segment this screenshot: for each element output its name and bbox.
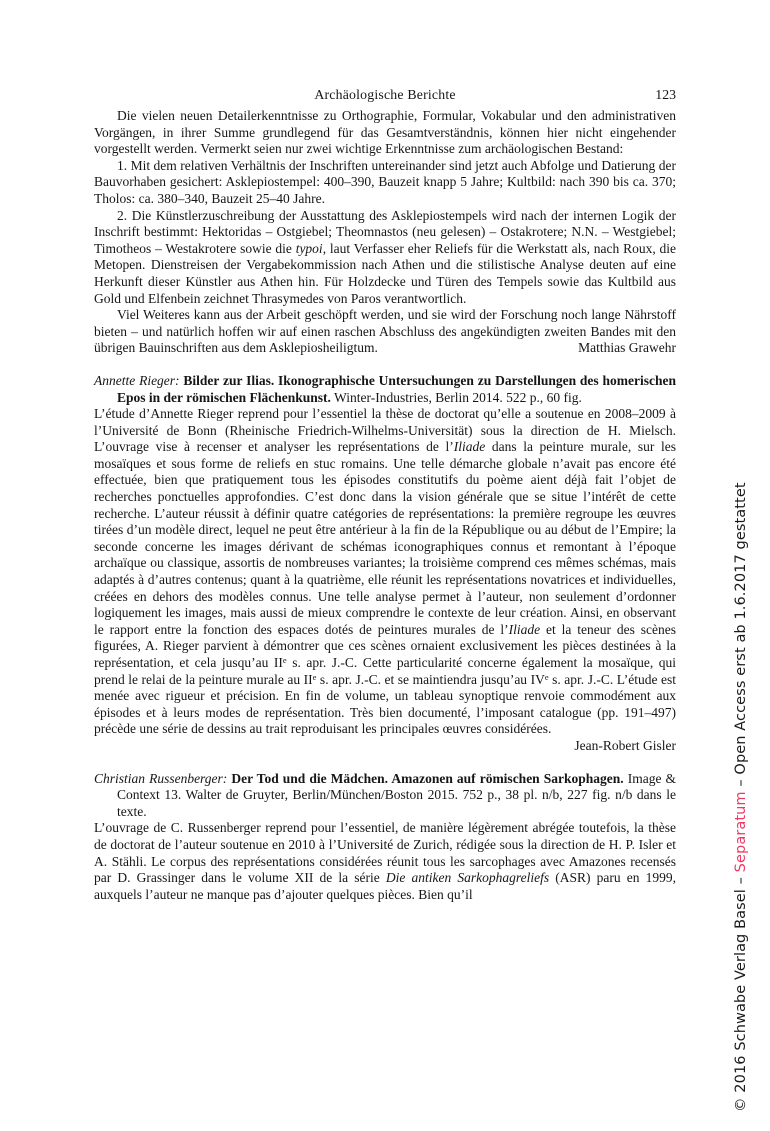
text-segment: s. apr. J.-C. L’étude est menée avec rigueur et précision. En fin de volume, un tableau synoptique renvoie commodément aux épisodes et à leurs modes de représentation. Très bien documenté, l’imposant catalogue (pp. 191–497) précède une série de dessins au trait reproduisant les principales œuvres considérées. [94, 671, 677, 737]
text-segment: L’étude d’Annette Rieger reprend pour l’essentiel la thèse de doctorat qu’elle a soutenue en 2008–2009 à l’Université de Bonn (Rheinische Friedrich-Wilhelms-Universität) sous la direction de H. Mielsch. L’ouvrage vise à recenser et analyser les représentations de l’ [94, 406, 676, 455]
italic-term-typoi: typoi [295, 240, 323, 256]
text-segment: Viel Weiteres kann aus der Arbeit geschöpft werden, und sie wird der Forschung noch lange Nährstoff bieten – und natürlich hoffen wir auf einen raschen Abschluss des angekündigten zweiten Bandes mit den übrigen Bauinschriften aus dem Asklepiosheiligtum. [94, 307, 676, 356]
superscript-e: e [282, 655, 287, 665]
text-segment: , laut Verfasser eher Reliefs für die Werkstatt als, nach Roux, die Metopen. Dienstreisen der Vergabekommission nach Athen und die stilistische Analyse deuten auf eine Herkunft dieser Künstler aus Athen hin. Für Holzdecke und Türen des Tempels sowie das Kultbild aus Gold und Elfenbein zeichnet Thrasymedes von Paros verantwortlich. [94, 240, 677, 306]
text-segment: s. apr. J.-C. et se maintiendra jusqu’au IV [316, 671, 545, 687]
paragraph-datierung: 1. Mit dem relativen Verhältnis der Inschriften untereinander sind jetzt auch Abfolge und Datierung der Bauvorhaben gesichert: Asklepiostempel: 400–390, Bauzeit knapp 5 Jahre; Kultbild: nach 390 bis ca. 370; Tholos: ca. 380–340, Bauzeit 25–40 Jahre. [94, 157, 676, 206]
separatum-text: Separatum [733, 791, 749, 873]
text-segment: 2. Die Künstlerzuschreibung der Ausstattung des Asklepiostempels wird nach der internen Logik der Inschrift bestimmt: Hektoridas – Ostgiebel; Theomnastos (neu gelesen) – Ostakrotere; N.N. – Westgiebel; Timotheos – Westakrotere sowie die [94, 207, 676, 256]
italic-term-iliade: Iliade [508, 621, 541, 637]
review-text-rieger [94, 406, 676, 738]
text-segment: (ASR) paru en 1999, auxquels l’auteur ne manque pas d’ajouter quelques pièces. Bien qu’il [94, 870, 676, 902]
review-imprint: Image & Context 13. Walter de Gruyter, Berlin/München/Boston 2015. 752 p., 38 pl. n/b, 227 fig. n/b dans le texte. [117, 770, 677, 819]
italic-term-iliade: Iliade [453, 439, 486, 455]
review-author-name: Christian Russenberger: [94, 770, 232, 786]
review-imprint: Winter-Industries, Berlin 2014. 522 p., 60 fig. [330, 389, 582, 405]
italic-term-sarkophagreliefs: Die antiken Sarkophagreliefs [385, 870, 550, 886]
review-author-name: Annette Rieger: [94, 372, 184, 388]
paragraph-detailerkenntnisse: Die vielen neuen Detailerkenntnisse zu Orthographie, Formular, Vokabular und den administrativen Vorgängen, in ihrer Summe grundlegend für das Gesamtverständnis, können hier nicht eingehender vorgestellt werden. Vermerkt seien nur zwei wichtige Erkenntnisse zum archäologischen Bestand: [94, 108, 676, 157]
running-head [94, 86, 676, 103]
open-access-text: – Open Access erst ab 1.6.2017 gestattet [733, 482, 749, 792]
main-text-column [94, 86, 676, 903]
superscript-e: e [312, 671, 317, 682]
review-book-title: Der Tod und die Mädchen. Amazonen auf römischen Sarkophagen. [231, 770, 624, 786]
text-segment: s. apr. J.-C. Cette particularité concerne également la mosaïque, qui prend le relai de la peinture murale au II [94, 655, 676, 687]
superscript-e: e [544, 671, 549, 682]
reviewer-signature-gisler: Jean-Robert Gisler [574, 737, 676, 753]
paragraph-schluss [94, 307, 676, 357]
text-segment: L’ouvrage de C. Russenberger reprend pour l’essentiel, de manière légèrement abrégée toutefois, la thèse de doctorat de l’auteur soutenue en 2010 à l’Université de Zurich, rédigée sous la direction de H. P. Isler et A. Stähli. Le corpus des représentations considérées réunit tous les sarcophages avec Amazones recensés par D. Grassinger dans le volume XII de la série [94, 820, 676, 886]
review-book-title: Bilder zur Ilias. Ikonographische Untersuchungen zu Darstellungen des homerischen Epos in der römischen Flächenkunst. [117, 372, 676, 405]
reviewer-signature-grawehr: Matthias Grawehr [578, 340, 676, 356]
article-body [94, 108, 676, 903]
review-heading-rieger [94, 373, 676, 406]
review-heading-russenberger [94, 771, 676, 821]
text-segment: et la teneur des scènes figurées, A. Rieger parvient à démontrer que ces scènes ornaient exclusivement les pièces destinées à la représentation, et cela jusqu’au II [94, 621, 676, 670]
copyright-sidebar [733, 482, 749, 1112]
review-text-russenberger [94, 820, 676, 903]
copyright-text: © 2016 Schwabe Verlag Basel – [733, 872, 749, 1112]
page-title: Archäologische Berichte [314, 87, 456, 102]
text-segment: dans la peinture murale, sur les mosaïques et sous forme de reliefs en stuc romains. Une telle démarche globale n’avait pas encore été effectuée, bien que pratiquement tous les épisodes constitutifs du poème aient déjà fait l’objet de recherches ponctuelles approfondies. C’est donc dans la vision générale que se situe l’intérêt de cette recherche. L’auteur réussit à définir quatre catégories de représentations: la première regroupe les œuvres tirées d’un modèle direct, lequel ne peut être antérieur à la fin de la République ou au début de l’Empire; la seconde concerne les images dérivant de schémas iconographiques connus et remontant à l’époque archaïque ou classique, assortis de nombreuses variantes; la troisième comprend ces mêmes schémas, mais adaptés à d’autres contenus; quant à la quatrième, elle réunit les représentations novatrices et individuelles, créées en dehors des modèles connus. Une telle analyse permet à l’auteur, non seulement d’ordonner logiquement les images, mais aussi de mieux comprendre le contexte de leur création. Ainsi, en observant le rapport entre la fonction des espaces dotés de peintures murales de l’ [94, 439, 676, 637]
paragraph-kuenstlerzuschreibung [94, 208, 676, 308]
page-number: 123 [655, 87, 676, 102]
